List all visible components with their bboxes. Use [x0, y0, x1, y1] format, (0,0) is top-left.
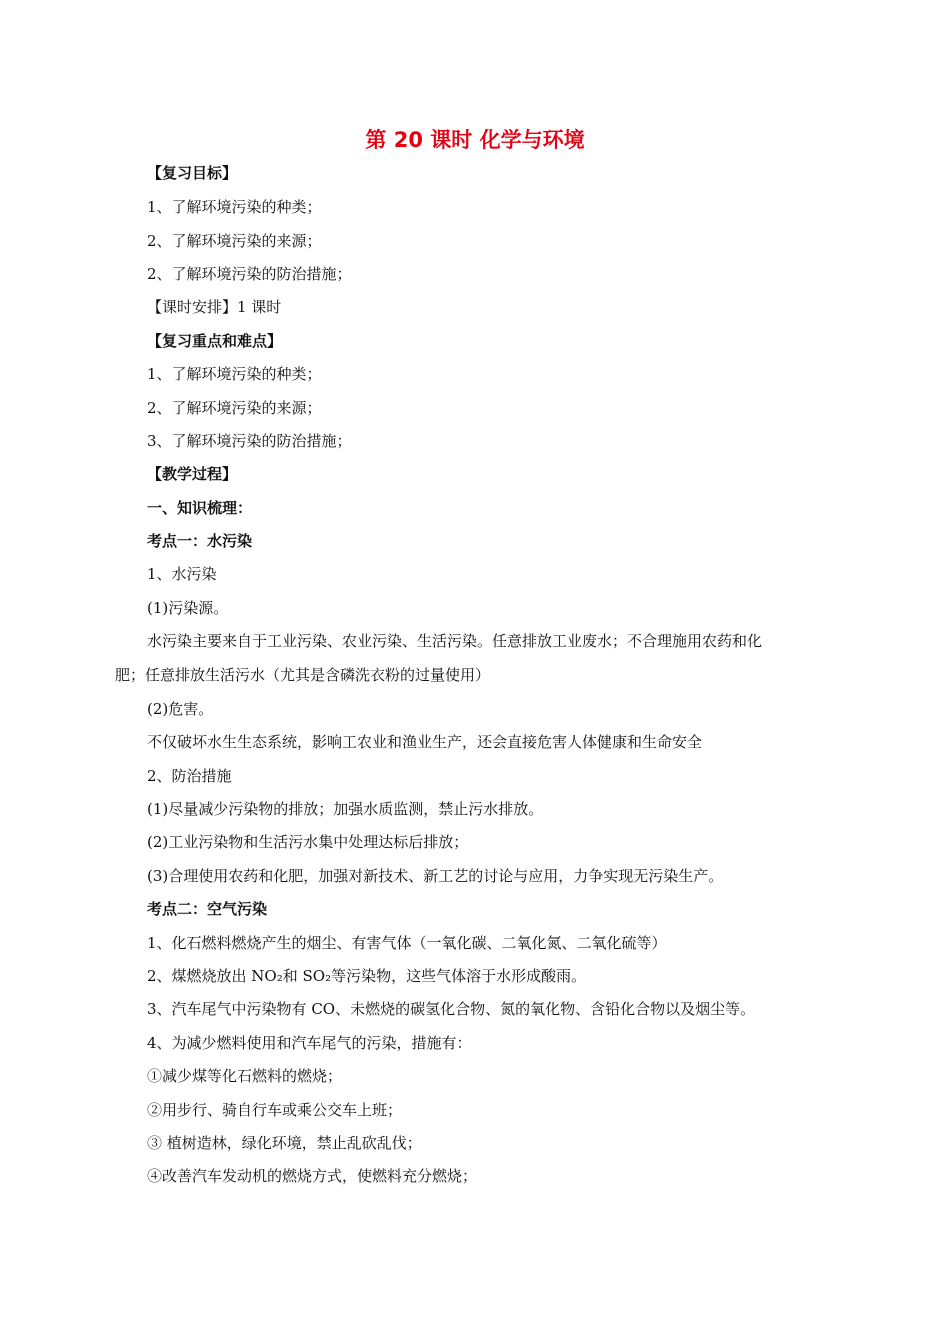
text-line: (2)危害。: [147, 700, 214, 718]
text-line: 2、了解环境污染的防治措施；: [147, 265, 352, 283]
text-line: 水污染主要来自于工业污染、农业污染、生活污染。任意排放工业废水；不合理施用农药和化: [147, 632, 763, 650]
section-heading: 考点二：空气污染: [147, 900, 268, 918]
text-line: ②用步行、骑自行车或乘公交车上班；: [147, 1101, 403, 1119]
text-line: (3)合理使用农药和化肥，加强对新技术、新工艺的讨论与应用，力争实现无污染生产。: [147, 867, 724, 885]
section-heading: 考点一：水污染: [147, 532, 253, 550]
text-line: 肥；任意排放生活污水（尤其是含磷洗衣粉的过量使用）: [115, 666, 491, 684]
text-line: (1)尽量减少污染物的排放；加强水质监测，禁止污水排放。: [147, 800, 544, 818]
text-line: 2、了解环境污染的来源；: [147, 399, 322, 417]
text-line: 3、汽车尾气中污染物有 CO、未燃烧的碳氢化合物、氮的氧化物、含铅化合物以及烟尘等。: [147, 1000, 756, 1018]
text-line: 不仅破坏水生生态系统，影响工农业和渔业生产，还会直接危害人体健康和生命安全: [147, 733, 703, 751]
text-line: 1、了解环境污染的种类；: [147, 365, 322, 383]
document-title: 第 20 课时 化学与环境: [365, 128, 585, 152]
text-line: 2、了解环境污染的来源；: [147, 232, 322, 250]
text-line: 1、化石燃料燃烧产生的烟尘、有害气体（一氧化碳、二氧化氮、二氧化硫等）: [147, 934, 667, 952]
section-heading: 【复习重点和难点】: [147, 332, 283, 350]
text-line: 2、防治措施: [147, 767, 232, 785]
text-line: (1)污染源。: [147, 599, 229, 617]
text-line: 3、了解环境污染的防治措施；: [147, 432, 352, 450]
text-line: 2、煤燃烧放出 NO₂和 SO₂等污染物，这些气体溶于水形成酸雨。: [147, 967, 587, 985]
text-line: ③ 植树造林，绿化环境，禁止乱砍乱伐；: [147, 1134, 422, 1152]
text-line: 【课时安排】1 课时: [147, 298, 282, 316]
text-line: 1、水污染: [147, 565, 217, 583]
text-line: ④改善汽车发动机的燃烧方式，使燃料充分燃烧；: [147, 1167, 478, 1185]
text-line: 4、为减少燃料使用和汽车尾气的污染，措施有：: [147, 1034, 472, 1052]
text-line: ①减少煤等化石燃料的燃烧；: [147, 1067, 343, 1085]
text-line: (2)工业污染物和生活污水集中处理达标后排放；: [147, 833, 469, 851]
section-heading: 【复习目标】: [147, 164, 238, 182]
section-heading: 一、知识梳理：: [147, 499, 253, 517]
text-line: 1、了解环境污染的种类；: [147, 198, 322, 216]
section-heading: 【教学过程】: [147, 465, 238, 483]
